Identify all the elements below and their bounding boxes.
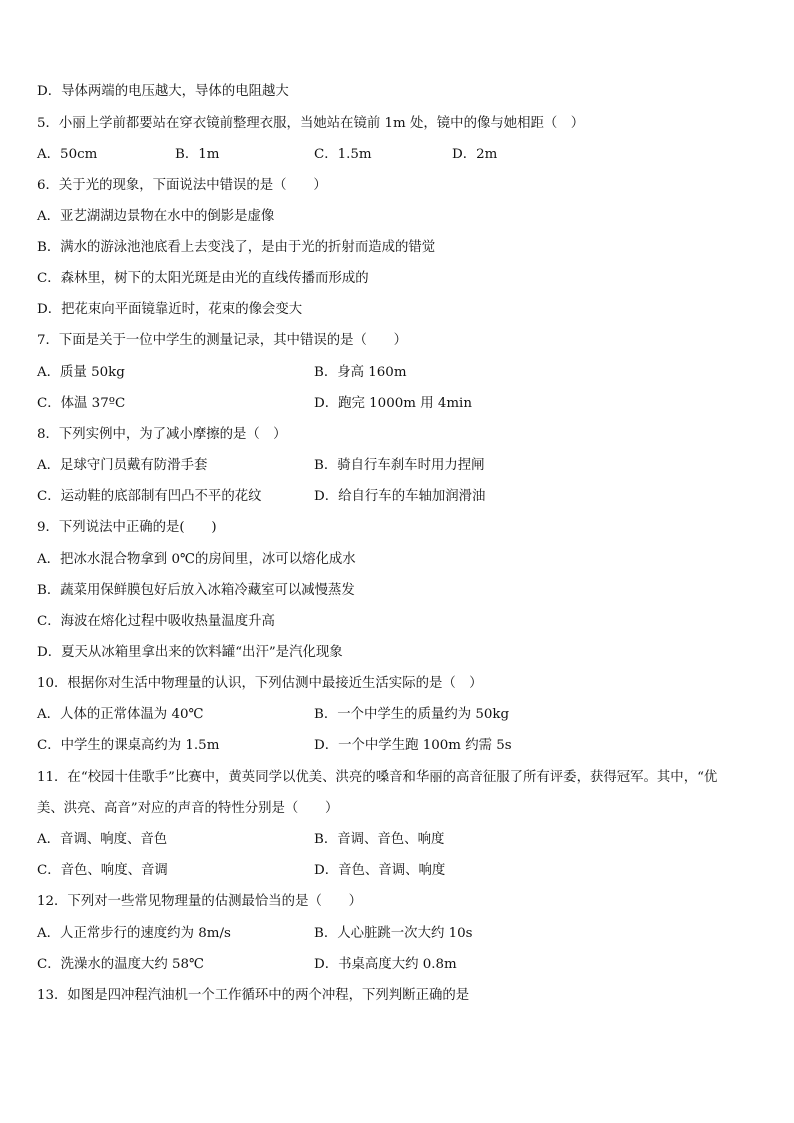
question-5: 5．小丽上学前都要站在穿衣镜前整理衣服，当她站在镜前 1m 处，镜中的像与她相距（ ） <box>37 116 585 131</box>
q7-option-b: B．身高 160m <box>314 365 407 380</box>
q10-option-b: B．一个中学生的质量约为 50kg <box>314 707 510 722</box>
q5-option-b: B．1m <box>175 147 220 162</box>
q11-option-d: D．音色、音调、响度 <box>314 863 446 878</box>
q8-option-a: A．足球守门员戴有防滑手套 <box>37 458 208 473</box>
q12-option-c: C．洗澡水的温度大约 58℃ <box>37 957 205 972</box>
question-13: 13．如图是四冲程汽油机一个工作循环中的两个冲程，下列判断正确的是 <box>37 988 470 1003</box>
q10-option-a: A．人体的正常体温为 40℃ <box>37 707 204 722</box>
q11-option-a: A．音调、响度、音色 <box>37 832 168 847</box>
question-10: 10．根据你对生活中物理量的认识，下列估测中最接近生活实际的是（ ） <box>37 676 483 691</box>
q11-option-c: C．音色、响度、音调 <box>37 863 168 878</box>
q8-option-d: D．给自行车的车轴加润滑油 <box>314 489 486 504</box>
q10-option-c: C．中学生的课桌高约为 1.5m <box>37 738 220 753</box>
question-7: 7．下面是关于一位中学生的测量记录，其中错误的是（ ） <box>37 333 408 348</box>
q9-option-c: C．海波在熔化过程中吸收热量温度升高 <box>37 614 275 629</box>
question-9: 9．下列说法中正确的是( ) <box>37 520 217 535</box>
q6-option-c: C．森林里，树下的太阳光斑是由光的直线传播而形成的 <box>37 271 369 286</box>
q5-option-c: C．1.5m <box>314 147 372 162</box>
question-6: 6．关于光的现象，下面说法中错误的是（ ） <box>37 178 327 193</box>
q7-option-a: A．质量 50kg <box>37 365 125 380</box>
q9-option-a: A．把冰水混合物拿到 0℃的房间里，冰可以熔化成水 <box>37 552 356 567</box>
question-11-line1: 11．在“校园十佳歌手”比赛中，黄英同学以优美、洪亮的嗓音和华丽的高音征服了所有评委，获得冠军。其中，“优 <box>37 770 718 785</box>
q8-option-c: C．运动鞋的底部制有凹凸不平的花纹 <box>37 489 262 504</box>
question-8: 8．下列实例中，为了减小摩擦的是（ ） <box>37 427 287 442</box>
q5-option-d: D．2m <box>452 147 498 162</box>
q12-option-a: A．人正常步行的速度约为 8m/s <box>37 926 231 941</box>
q4-option-d: D．导体两端的电压越大，导体的电阻越大 <box>37 84 289 99</box>
q8-option-b: B．骑自行车刹车时用力捏闸 <box>314 458 485 473</box>
q7-option-c: C．体温 37ºC <box>37 396 126 411</box>
q6-option-a: A．亚艺湖湖边景物在水中的倒影是虚像 <box>37 209 275 224</box>
q9-option-d: D．夏天从冰箱里拿出来的饮料罐“出汗”是汽化现象 <box>37 645 343 660</box>
q12-option-d: D．书桌高度大约 0.8m <box>314 957 457 972</box>
q6-option-d: D．把花束向平面镜靠近时，花束的像会变大 <box>37 302 303 317</box>
q7-option-d: D．跑完 1000m 用 4min <box>314 396 472 411</box>
q11-option-b: B．音调、音色、响度 <box>314 832 445 847</box>
q6-option-b: B．满水的游泳池池底看上去变浅了，是由于光的折射而造成的错觉 <box>37 240 436 255</box>
q9-option-b: B．蔬菜用保鲜膜包好后放入冰箱冷藏室可以减慢蒸发 <box>37 583 355 598</box>
q12-option-b: B．人心脏跳一次大约 10s <box>314 926 473 941</box>
q10-option-d: D．一个中学生跑 100m 约需 5s <box>314 738 512 753</box>
q5-option-a: A．50cm <box>37 147 98 162</box>
question-11-line2: 美、洪亮、高音”对应的声音的特性分别是（ ） <box>37 801 339 816</box>
question-12: 12．下列对一些常见物理量的估测最恰当的是（ ） <box>37 894 363 909</box>
